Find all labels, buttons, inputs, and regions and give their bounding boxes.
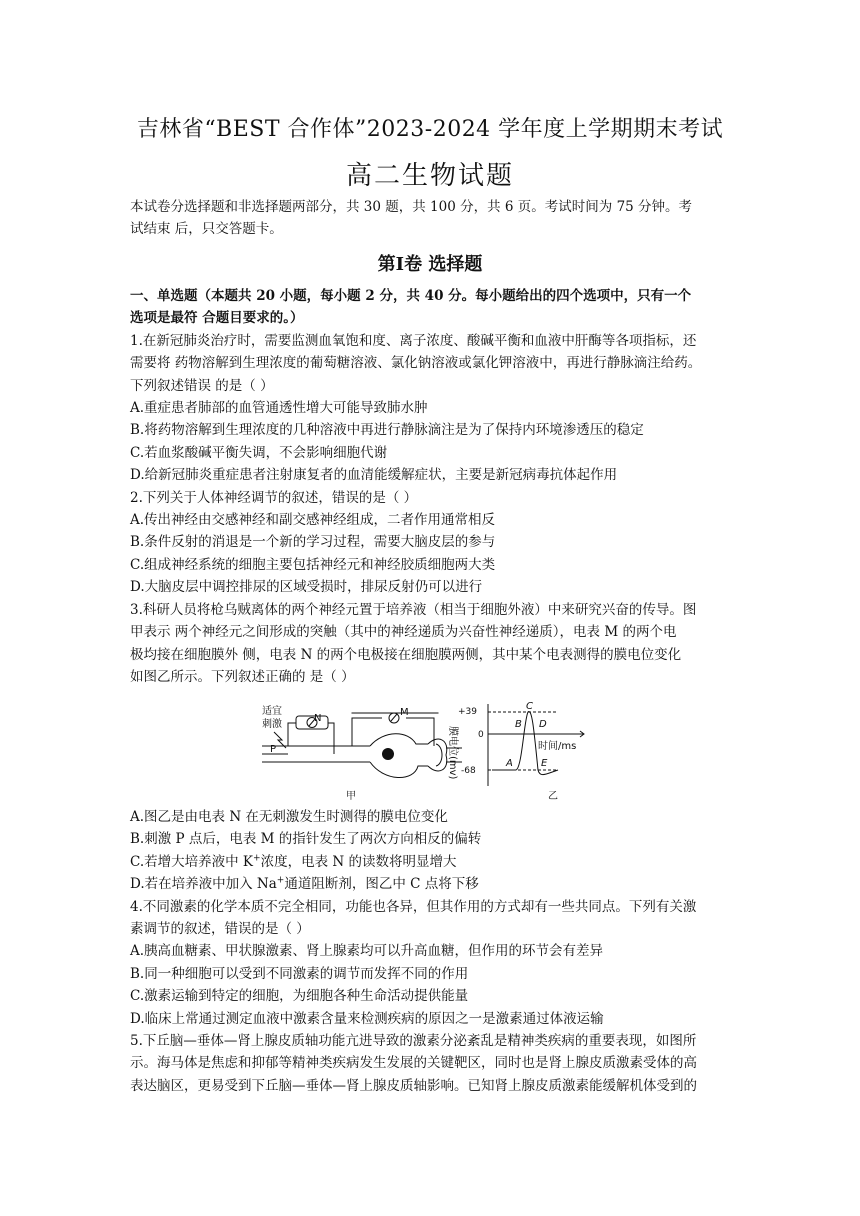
point-label: B bbox=[515, 719, 522, 730]
question-1-option-a: A.重症患者肺部的血管通透性增大可能导致肺水肿 bbox=[130, 400, 428, 417]
figure-jia-caption: 甲 bbox=[346, 791, 356, 802]
question-5-stem: 5.下丘脑—垂体—肾上腺皮质轴功能亢进导致的激素分泌紊乱是精神类疾病的重要表现，如图所 bbox=[130, 1033, 697, 1050]
point-label: A bbox=[506, 758, 513, 769]
question-1-stem: 下列叙述错误 的是（ ） bbox=[130, 377, 274, 394]
point-label: D bbox=[539, 719, 547, 730]
question-3-option-d bbox=[130, 873, 730, 895]
question-3-figure bbox=[258, 700, 586, 802]
question-4-option-c: C.激素运输到特定的细胞，为细胞各种生命活动提供能量 bbox=[130, 988, 469, 1005]
questions-block-top bbox=[130, 285, 730, 688]
question-2-option-c: C.组成神经系统的细胞主要包括神经元和神经胶质细胞两大类 bbox=[130, 556, 496, 573]
question-5-stem: 示。海马体是焦虑和抑郁等精神类疾病发生发展的关键靶区，同时也是肾上腺皮质激素受体的高 bbox=[130, 1055, 697, 1072]
question-3-option-b: B.刺激 P 点后，电表 M 的指针发生了两次方向相反的偏转 bbox=[130, 831, 482, 848]
question-1-option-c: C.若血浆酸碱平衡失调，不会影响细胞代谢 bbox=[130, 444, 388, 461]
question-3-stem: 极均接在细胞膜外 侧，电表 N 的两个电极接在细胞膜两侧，其中某个电表测得的膜电位变化 bbox=[130, 646, 682, 663]
exam-subtitle: 高二生物试题 bbox=[345, 161, 514, 191]
question-3-stem: 3.科研人员将枪乌贼离体的两个神经元置于培养液（相当于细胞外液）中来研究兴奋的传导。图 bbox=[130, 601, 697, 618]
stimulus-label: 适宜 bbox=[262, 706, 282, 717]
option-text: D.若在培养液中加入 Na bbox=[130, 876, 277, 893]
point-p-label: P bbox=[270, 744, 277, 755]
question-1-stem: 需要将 药物溶解到生理浓度的葡萄糖溶液、氯化钠溶液或氯化钾溶液中，再进行静脉滴注给药。 bbox=[130, 355, 702, 372]
synapse-diagram bbox=[262, 713, 462, 778]
question-3-stem: 如图乙所示。下列叙述正确的 是（ ） bbox=[130, 668, 355, 685]
point-label: E bbox=[541, 758, 548, 769]
figure-yi-caption: 乙 bbox=[548, 791, 558, 802]
question-3-option-a: A.图乙是由电表 N 在无刺激发生时测得的膜电位变化 bbox=[130, 809, 448, 825]
stimulus-label: 刺激 bbox=[262, 719, 282, 730]
question-1-stem: 1.在新冠肺炎治疗时，需要监测血氧饱和度、离子浓度、酸碱平衡和血液中肝酶等各项指标，还 bbox=[130, 332, 697, 349]
neuron-nucleus bbox=[382, 748, 394, 760]
question-2-option-b: B.条件反射的消退是一个新的学习过程，需要大脑皮层的参与 bbox=[130, 534, 496, 551]
question-4-stem: 4.不同激素的化学本质不完全相同，功能也各异，但其作用的方式却有一些共同点。下列有关激 bbox=[130, 898, 697, 915]
question-2-option-a: A.传出神经由交感神经和副交感神经组成，二者作用通常相反 bbox=[130, 512, 496, 529]
instruction-line: 试结束 后，只交答题卡。 bbox=[130, 221, 283, 237]
meter-m-label: M bbox=[400, 707, 409, 718]
tick-label: +39 bbox=[458, 707, 477, 717]
exam-instructions bbox=[130, 196, 730, 240]
question-4-option-d: D.临床上常通过测定血液中激素含量来检测疾病的原因之一是激素通过体液运输 bbox=[130, 1010, 604, 1027]
question-2-stem: 2.下列关于人体神经调节的叙述，错误的是（ ） bbox=[130, 489, 418, 506]
ion-charge: + bbox=[253, 853, 261, 864]
question-2-option-d: D.大脑皮层中调控排尿的区域受损时，排尿反射仍可以进行 bbox=[130, 579, 483, 596]
option-text: C.若增大培养液中 K bbox=[130, 853, 254, 870]
question-1-option-b: B.将药物溶解到生理浓度的几种溶液中再进行静脉滴注是为了保持内环境渗透压的稳定 bbox=[130, 422, 644, 439]
ion-charge: + bbox=[276, 875, 285, 886]
tick-label: 0 bbox=[478, 730, 484, 740]
meter-n-label: N bbox=[314, 713, 322, 724]
part-heading: 选项是最符 合题目要求的。） bbox=[130, 310, 304, 327]
option-text: 浓度，电表 N 的读数将明显增大 bbox=[260, 853, 457, 870]
point-label: C bbox=[526, 701, 533, 712]
question-5-stem: 表达脑区，更易受到下丘脑—垂体—肾上腺皮质轴影响。已知肾上腺皮质激素能缓解机体受到的 bbox=[130, 1077, 697, 1094]
section-title: 第Ⅰ卷 选择题 bbox=[377, 254, 483, 275]
y-axis-label: 膜电位(mv) bbox=[447, 726, 458, 780]
question-4-stem: 素调节的叙述，错误的是（ ） bbox=[130, 921, 310, 938]
part-heading: 一、单选题（本题共 20 小题，每小题 2 分，共 40 分。每小题给出的四个选项中，只有一个 bbox=[130, 288, 692, 304]
exam-title: 吉林省“BEST 合作体”2023-2024 学年度上学期期末考试 bbox=[136, 117, 724, 142]
question-3-option-c bbox=[130, 851, 730, 873]
x-axis-label: 时间/ms bbox=[538, 741, 577, 752]
instruction-line: 本试卷分选择题和非选择题两部分，共 30 题，共 100 分，共 6 页。考试时间为 75 分钟。考 bbox=[130, 199, 693, 215]
tick-label: -68 bbox=[461, 766, 476, 776]
question-1-option-d: D.给新冠肺炎重症患者注射康复者的血清能缓解症状，主要是新冠病毒抗体起作用 bbox=[130, 467, 618, 484]
question-4-option-a: A.胰高血糖素、甲状腺激素、肾上腺素均可以升高血糖，但作用的环节会有差异 bbox=[130, 943, 604, 960]
question-3-stem: 甲表示 两个神经元之间形成的突触（其中的神经递质为兴奋性神经递质），电表 M 的两个电 bbox=[130, 624, 677, 641]
option-text: 通道阻断剂，图乙中 C 点将下移 bbox=[284, 876, 479, 893]
questions-block-bottom bbox=[130, 806, 730, 1097]
question-4-option-b: B.同一种细胞可以受到不同激素的调节而发挥不同的作用 bbox=[130, 965, 469, 982]
